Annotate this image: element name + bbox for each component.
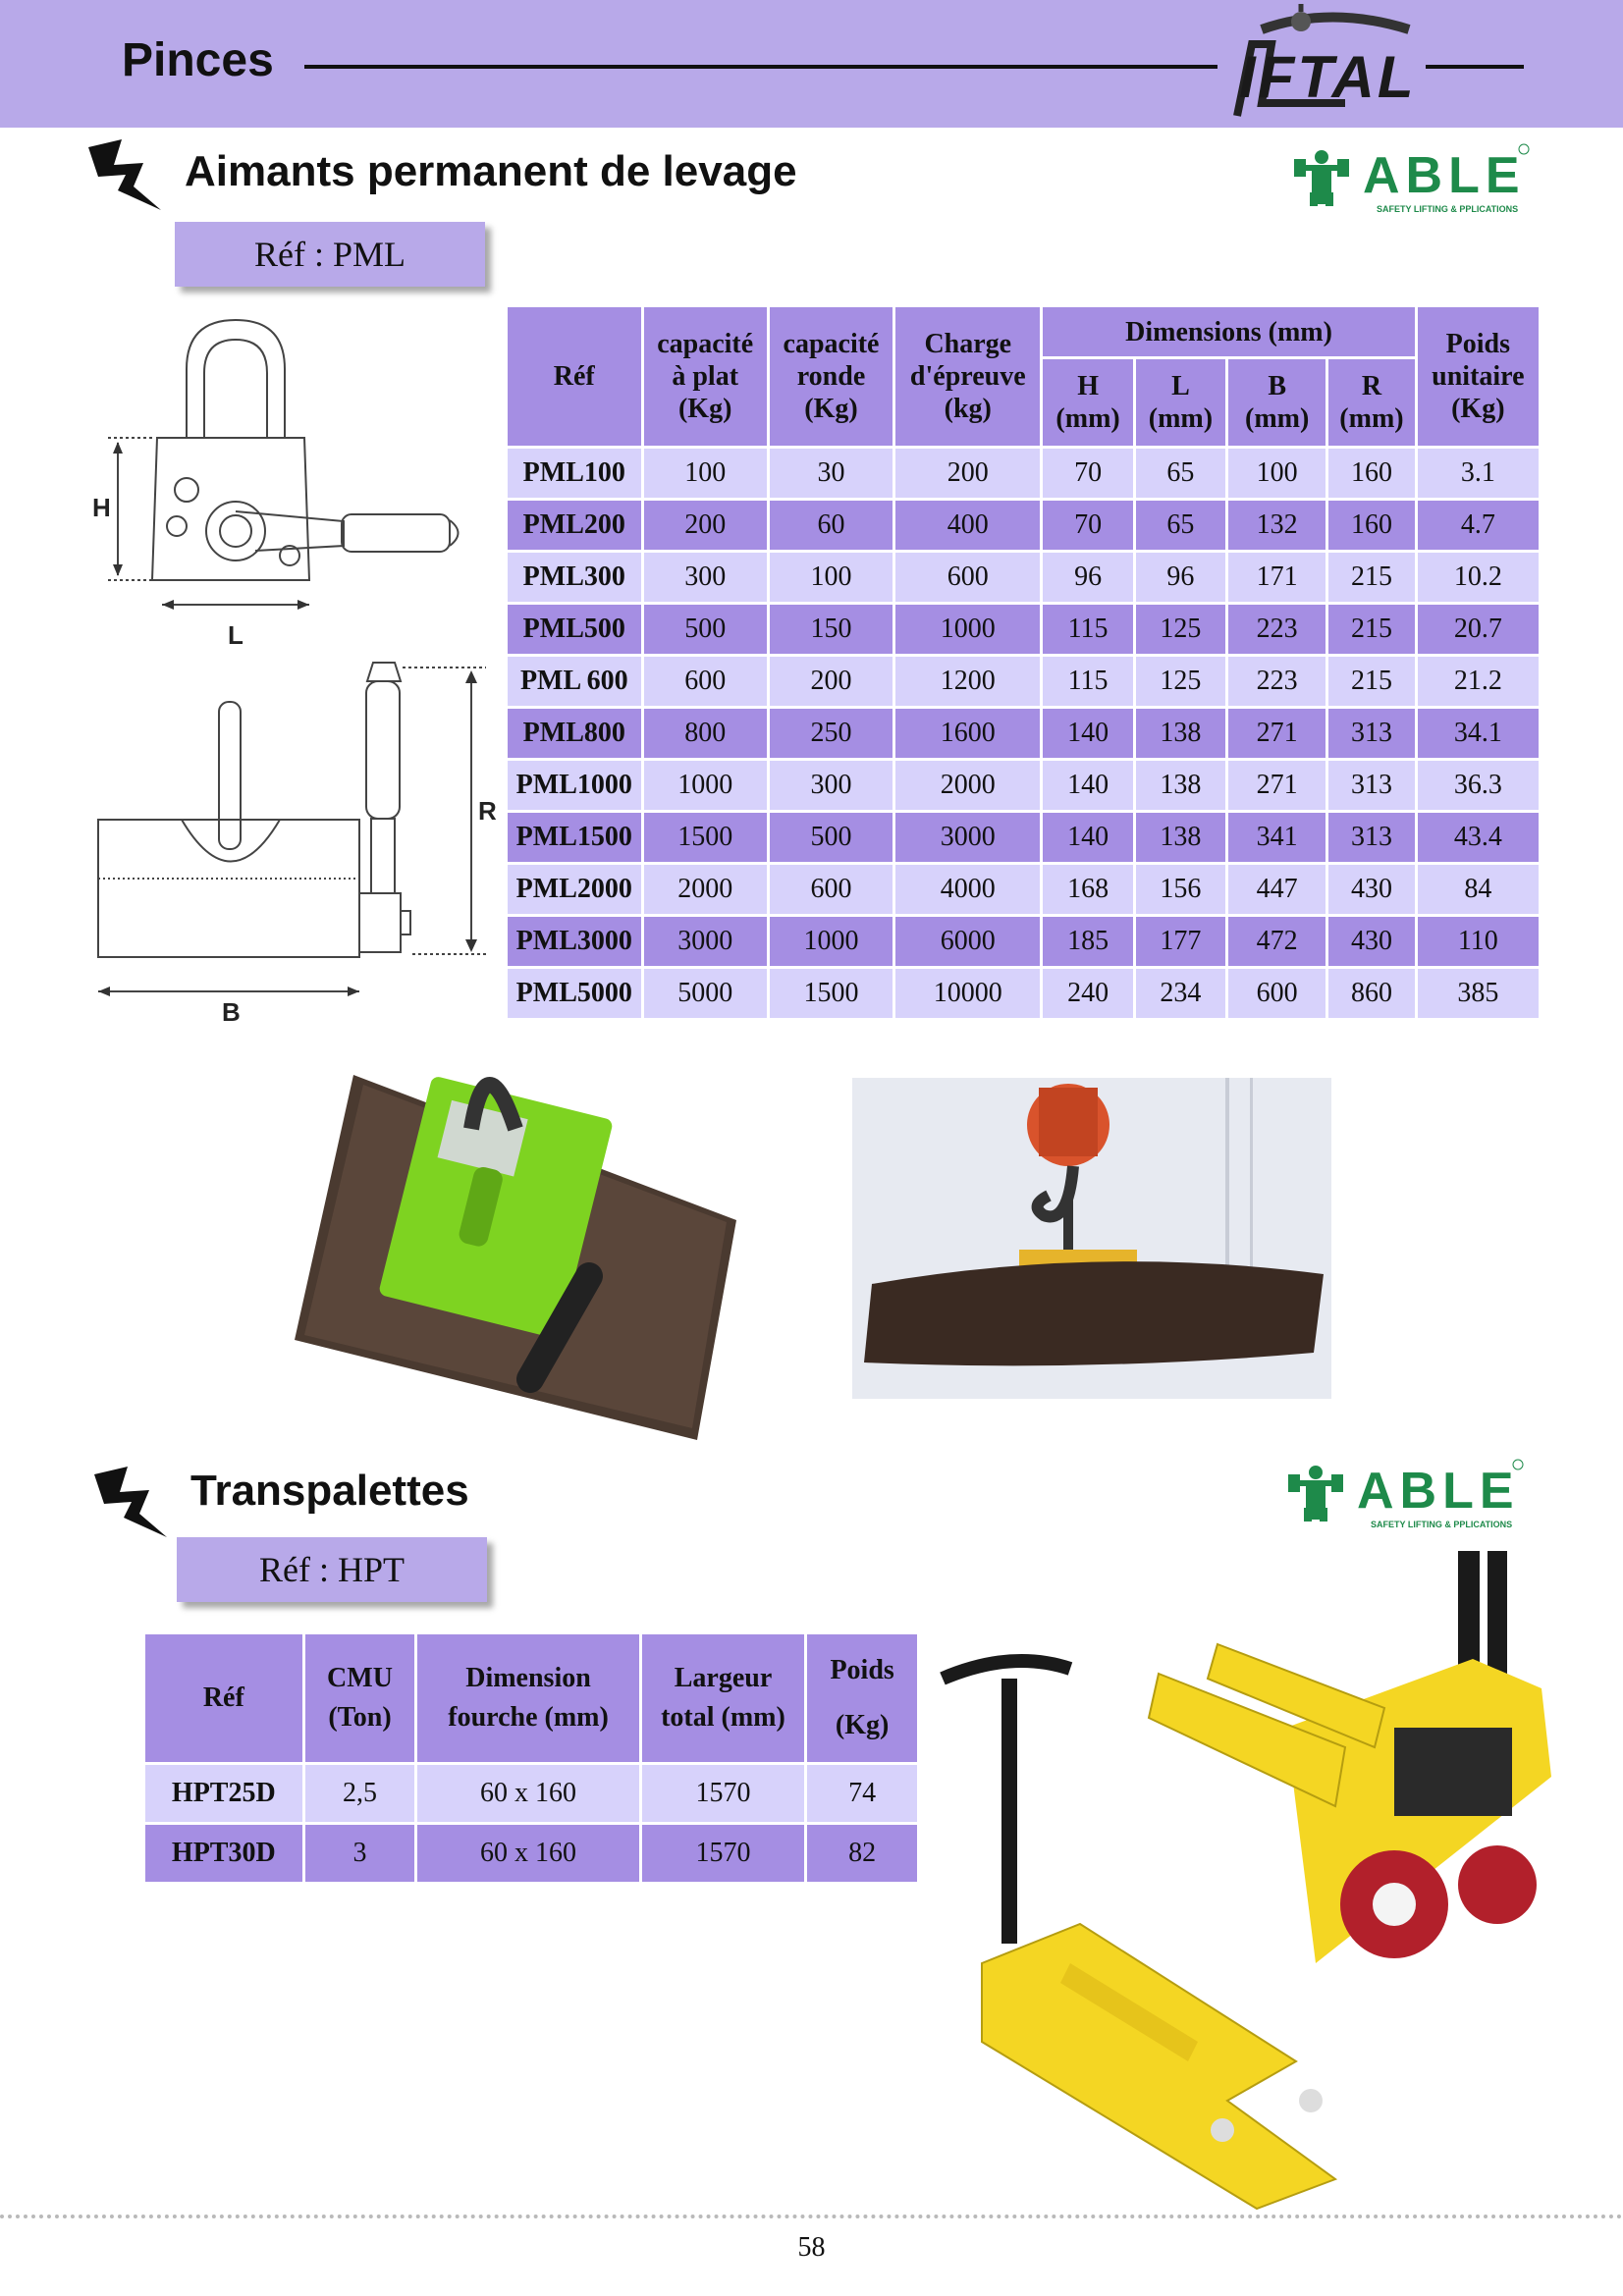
- cell-ref: PML1000: [508, 761, 641, 810]
- table-cell: 140: [1043, 709, 1132, 758]
- table-cell: 447: [1228, 865, 1325, 914]
- able-logo: [1294, 141, 1530, 220]
- table-cell: 2000: [895, 761, 1040, 810]
- table-cell: 160: [1328, 501, 1414, 550]
- table-cell: 96: [1043, 553, 1132, 602]
- table-row: [508, 501, 1539, 550]
- th-l: L (mm): [1136, 359, 1225, 446]
- table-cell: 150: [770, 605, 893, 654]
- cell-ref: PML100: [508, 449, 641, 498]
- table-cell: 74: [807, 1765, 917, 1822]
- table-cell: 20.7: [1418, 605, 1539, 654]
- table-cell: 200: [644, 501, 767, 550]
- diagram-label-l: L: [228, 620, 243, 650]
- table-cell: 2,5: [305, 1765, 415, 1822]
- table-cell: 240: [1043, 969, 1132, 1018]
- th-cap-plat: capacité à plat (Kg): [644, 307, 767, 446]
- able-brand-name: ABLE: [1357, 1463, 1520, 1520]
- table-cell: 215: [1328, 657, 1414, 706]
- th-poids: Poids unitaire (Kg): [1418, 307, 1539, 446]
- table-cell: 800: [644, 709, 767, 758]
- cell-ref: PML1500: [508, 813, 641, 862]
- table-cell: 600: [895, 553, 1040, 602]
- table-cell: 60 x 160: [417, 1825, 638, 1882]
- table-cell: 400: [895, 501, 1040, 550]
- ref-box-pml: Réf : PML: [175, 222, 485, 287]
- cell-ref: PML 600: [508, 657, 641, 706]
- cell-ref: HPT25D: [145, 1765, 302, 1822]
- page-title: Pinces: [122, 34, 274, 86]
- footer-rule: [0, 2215, 1623, 2218]
- hpt-spec-table: [142, 1631, 920, 1885]
- magnet-side-view-diagram: [88, 658, 511, 1031]
- table-cell: 500: [770, 813, 893, 862]
- ref-box-hpt: Réf : HPT: [177, 1537, 487, 1602]
- table-cell: 223: [1228, 657, 1325, 706]
- table-cell: 313: [1328, 813, 1414, 862]
- header-rule: [304, 65, 1217, 69]
- diagram-label-h: H: [92, 493, 111, 522]
- table-cell: 82: [807, 1825, 917, 1882]
- cell-ref: PML300: [508, 553, 641, 602]
- table-cell: 160: [1328, 449, 1414, 498]
- table-cell: 140: [1043, 813, 1132, 862]
- th-r: R (mm): [1328, 359, 1414, 446]
- th-charge: Charge d'épreuve (kg): [895, 307, 1040, 446]
- cell-ref: PML500: [508, 605, 641, 654]
- table-cell: 3000: [644, 917, 767, 966]
- table-cell: 65: [1136, 449, 1225, 498]
- table-cell: 96: [1136, 553, 1225, 602]
- table-cell: 36.3: [1418, 761, 1539, 810]
- table-cell: 171: [1228, 553, 1325, 602]
- table-cell: 6000: [895, 917, 1040, 966]
- able-brand-tagline: SAFETY LIFTING & PPLICATIONS: [1377, 204, 1519, 214]
- table-row: [145, 1825, 917, 1882]
- table-cell: 10000: [895, 969, 1040, 1018]
- table-cell: 70: [1043, 449, 1132, 498]
- table-cell: 1000: [895, 605, 1040, 654]
- th-dimension: Dimension fourche (mm): [417, 1634, 638, 1762]
- table-cell: 1570: [642, 1765, 805, 1822]
- table-cell: 4000: [895, 865, 1040, 914]
- table-cell: 472: [1228, 917, 1325, 966]
- cell-ref: PML3000: [508, 917, 641, 966]
- table-cell: 2000: [644, 865, 767, 914]
- table-cell: 168: [1043, 865, 1132, 914]
- cell-ref: PML800: [508, 709, 641, 758]
- table-cell: 341: [1228, 813, 1325, 862]
- header-rule-right: [1426, 65, 1524, 69]
- table-cell: 250: [770, 709, 893, 758]
- table-cell: 271: [1228, 761, 1325, 810]
- pml-spec-table: [505, 304, 1542, 1021]
- table-cell: 84: [1418, 865, 1539, 914]
- table-cell: 34.1: [1418, 709, 1539, 758]
- table-cell: 1500: [644, 813, 767, 862]
- table-cell: 3: [305, 1825, 415, 1882]
- page-number: 58: [797, 2232, 826, 2263]
- table-cell: 4.7: [1418, 501, 1539, 550]
- table-cell: 5000: [644, 969, 767, 1018]
- able-logo: [1288, 1457, 1524, 1535]
- table-cell: 313: [1328, 709, 1414, 758]
- table-row: [508, 761, 1539, 810]
- table-cell: 110: [1418, 917, 1539, 966]
- able-brand-tagline: SAFETY LIFTING & PPLICATIONS: [1371, 1520, 1513, 1529]
- table-cell: 115: [1043, 605, 1132, 654]
- section-title-pallet-trucks: Transpalettes: [190, 1467, 469, 1515]
- table-cell: 313: [1328, 761, 1414, 810]
- table-cell: 1000: [770, 917, 893, 966]
- table-cell: 500: [644, 605, 767, 654]
- table-cell: 600: [1228, 969, 1325, 1018]
- table-row: [508, 449, 1539, 498]
- pallet-truck-photos: [923, 1551, 1551, 2218]
- table-cell: 1000: [644, 761, 767, 810]
- table-cell: 100: [1228, 449, 1325, 498]
- table-cell: 600: [644, 657, 767, 706]
- th-b: B (mm): [1228, 359, 1325, 446]
- table-cell: 1570: [642, 1825, 805, 1882]
- table-cell: 70: [1043, 501, 1132, 550]
- diagram-label-r: R: [478, 796, 497, 826]
- table-cell: 156: [1136, 865, 1225, 914]
- th-largeur: Largeur total (mm): [642, 1634, 805, 1762]
- table-cell: 185: [1043, 917, 1132, 966]
- th-ref: Réf: [145, 1634, 302, 1762]
- table-cell: 177: [1136, 917, 1225, 966]
- able-brand-name: ABLE: [1363, 147, 1526, 204]
- table-cell: 200: [895, 449, 1040, 498]
- table-cell: 60 x 160: [417, 1765, 638, 1822]
- diagram-label-b: B: [222, 997, 241, 1027]
- table-cell: 21.2: [1418, 657, 1539, 706]
- table-cell: 271: [1228, 709, 1325, 758]
- table-cell: 138: [1136, 813, 1225, 862]
- th-ref: Réf: [508, 307, 641, 446]
- table-cell: 65: [1136, 501, 1225, 550]
- table-cell: 3000: [895, 813, 1040, 862]
- table-cell: 140: [1043, 761, 1132, 810]
- table-cell: 43.4: [1418, 813, 1539, 862]
- table-cell: 215: [1328, 605, 1414, 654]
- table-row: [508, 709, 1539, 758]
- magnet-top-view-diagram: [88, 310, 501, 654]
- table-cell: 1200: [895, 657, 1040, 706]
- table-row: [508, 813, 1539, 862]
- table-row: [508, 553, 1539, 602]
- liftal-brand-text: IFTAL: [1239, 44, 1417, 110]
- table-cell: 3.1: [1418, 449, 1539, 498]
- table-cell: 860: [1328, 969, 1414, 1018]
- table-cell: 30: [770, 449, 893, 498]
- table-cell: 132: [1228, 501, 1325, 550]
- table-cell: 115: [1043, 657, 1132, 706]
- table-cell: 385: [1418, 969, 1539, 1018]
- table-cell: 234: [1136, 969, 1225, 1018]
- table-cell: 138: [1136, 709, 1225, 758]
- table-cell: 1500: [770, 969, 893, 1018]
- table-cell: 430: [1328, 917, 1414, 966]
- table-row: [508, 657, 1539, 706]
- table-cell: 200: [770, 657, 893, 706]
- th-h: H (mm): [1043, 359, 1132, 446]
- th-poids: Poids (Kg): [807, 1634, 917, 1762]
- th-cap-ronde: capacité ronde (Kg): [770, 307, 893, 446]
- th-dimensions: Dimensions (mm): [1043, 307, 1414, 356]
- magnet-on-plate-photo: [295, 1055, 736, 1443]
- table-cell: 430: [1328, 865, 1414, 914]
- table-cell: 1600: [895, 709, 1040, 758]
- table-cell: 100: [770, 553, 893, 602]
- table-cell: 125: [1136, 657, 1225, 706]
- table-cell: 300: [770, 761, 893, 810]
- table-row: [508, 917, 1539, 966]
- lightning-bolt-icon: [90, 1463, 169, 1541]
- table-cell: 138: [1136, 761, 1225, 810]
- table-row: [145, 1765, 917, 1822]
- table-cell: 10.2: [1418, 553, 1539, 602]
- table-cell: 215: [1328, 553, 1414, 602]
- cell-ref: PML200: [508, 501, 641, 550]
- cell-ref: PML2000: [508, 865, 641, 914]
- table-cell: 125: [1136, 605, 1225, 654]
- table-row: [508, 969, 1539, 1018]
- lightning-bolt-icon: [84, 135, 163, 214]
- table-cell: 300: [644, 553, 767, 602]
- table-row: [508, 865, 1539, 914]
- th-cmu: CMU (Ton): [305, 1634, 415, 1762]
- table-cell: 600: [770, 865, 893, 914]
- table-cell: 223: [1228, 605, 1325, 654]
- table-cell: 100: [644, 449, 767, 498]
- magnet-lifting-beam-photo: [852, 1078, 1331, 1399]
- cell-ref: HPT30D: [145, 1825, 302, 1882]
- section-title-magnets: Aimants permanent de levage: [185, 147, 797, 195]
- table-row: [508, 605, 1539, 654]
- cell-ref: PML5000: [508, 969, 641, 1018]
- table-cell: 60: [770, 501, 893, 550]
